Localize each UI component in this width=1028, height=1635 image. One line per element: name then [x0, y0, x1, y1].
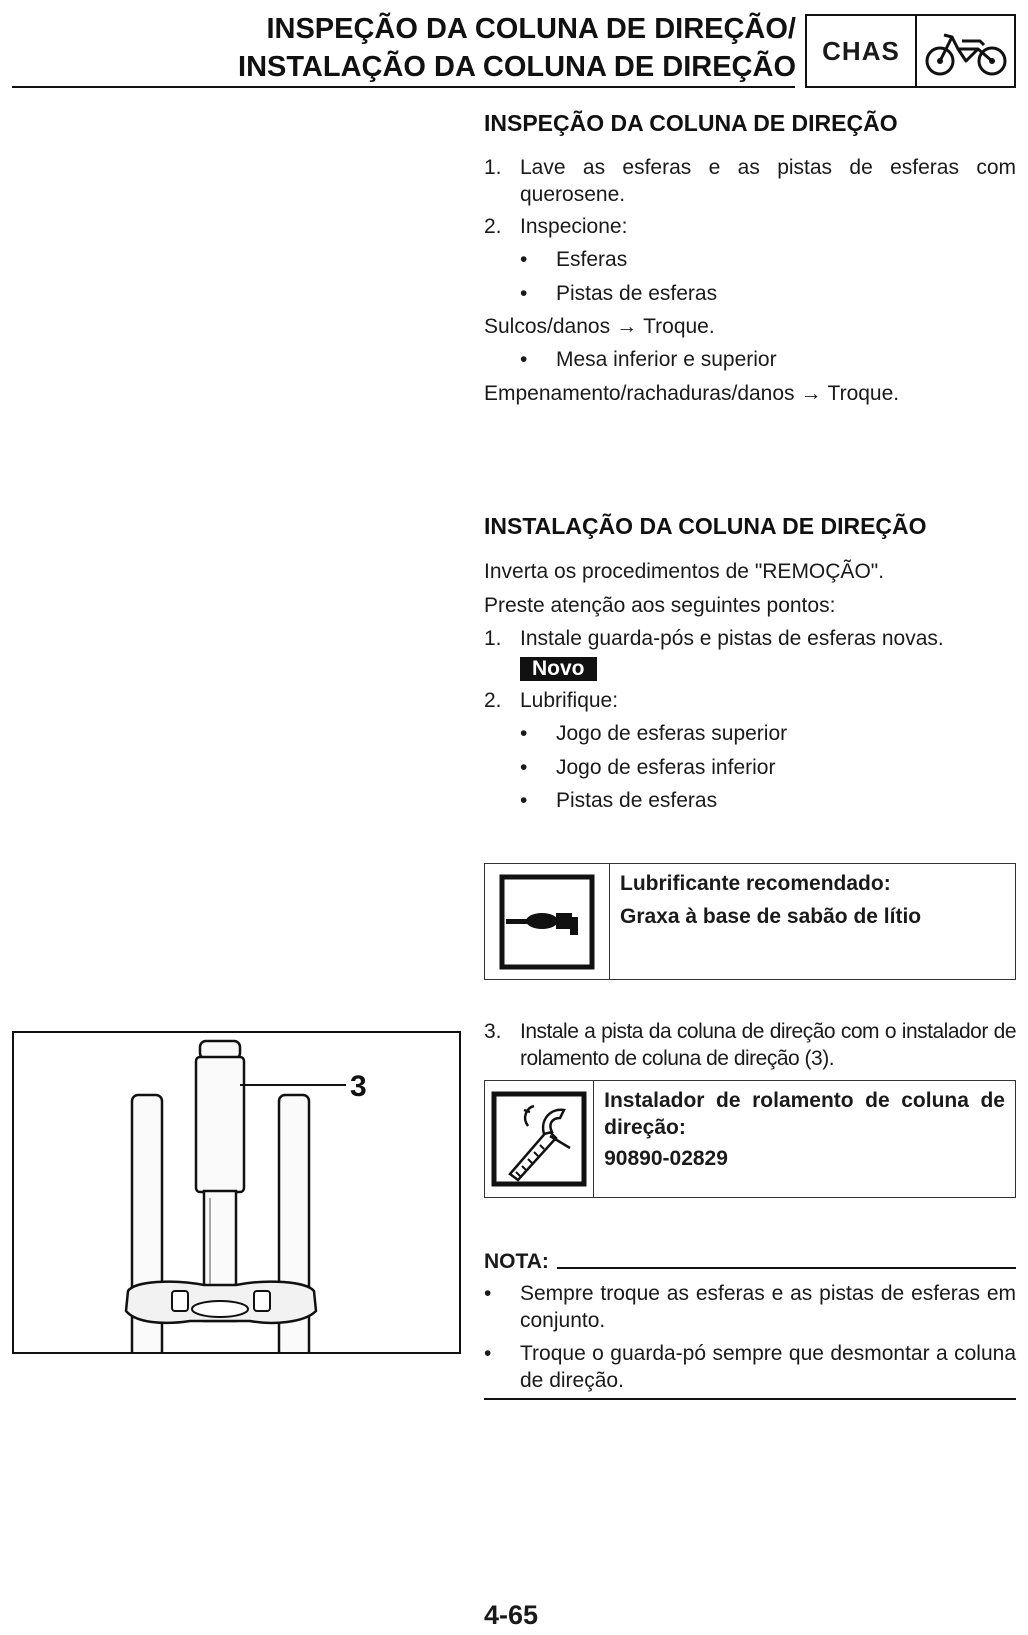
note-label: NOTA: [484, 1250, 549, 1273]
note-text: Sempre troque as esferas e as pistas de esferas em conjunto. [520, 1282, 1016, 1332]
inspection-section: INSPEÇÃO DA COLUNA DE DIREÇÃO 1. Lave as esferas e as pistas de esferas com querosene. 2. Inspecione: • Esferas • Pistas de esferas Sulcos/danos → Troque. • Mesa inferior e superior Empenamento/rachaduras/danos → Troque. [484, 110, 1016, 405]
step-number: 1. [484, 627, 502, 650]
tool-number: 90890-02829 [604, 1147, 728, 1170]
bullet-text: Jogo de esferas superior [556, 722, 788, 745]
section-tab [805, 14, 1016, 88]
note-section: NOTA: • Sempre troque as esferas e as pistas de esferas em conjunto. • Troque o guarda-pó sempre que desmontar a coluna de direção. [484, 1250, 1016, 1410]
arrow-icon: → [616, 315, 638, 338]
step-text: Lubrifique: [520, 689, 619, 712]
section-label: CHAS [807, 16, 917, 86]
step-text: Instale a pista da coluna de direção com o instalador de rolamento de coluna de direção (3). [520, 1020, 1016, 1070]
steering-stem-figure [12, 1031, 461, 1354]
step-text: Inspecione: [520, 215, 628, 238]
special-tool-icon [490, 1090, 588, 1188]
special-tool-box [484, 1080, 1016, 1198]
page-number: 4-65 [484, 1600, 539, 1630]
installation-section: INSTALAÇÃO DA COLUNA DE DIREÇÃO Inverta os procedimentos de "REMOÇÃO". Preste atenção aos seguintes pontos: 1. Instale guarda-pós e pistas de esferas novas. Novo 2. Lubrifique: • Jogo de esferas superior • Jogo de esferas inferior • Pistas de esferas [484, 513, 1016, 823]
bullet-text: Pistas de esferas [556, 789, 718, 812]
note-rule [557, 1267, 1016, 1269]
result-line: Empenamento/rachaduras/danos → Troque. [484, 382, 900, 405]
step-text: Instale guarda-pós e pistas de esferas novas. [520, 627, 944, 650]
new-part-badge: Novo [520, 657, 597, 681]
title-line-2: INSTALAÇÃO DA COLUNA DE DIREÇÃO [238, 51, 796, 83]
lubricant-spec-box [484, 863, 1016, 980]
intro-line: Inverta os procedimentos de "REMOÇÃO". [484, 560, 885, 583]
result-line: Sulcos/danos → Troque. [484, 315, 715, 338]
bullet-text: Pistas de esferas [556, 282, 718, 305]
bullet-text: Jogo de esferas inferior [556, 756, 776, 779]
intro-line: Preste atenção aos seguintes pontos: [484, 594, 836, 617]
header-rule [12, 86, 795, 88]
bullet-text: Esferas [556, 248, 628, 271]
grease-gun-icon [498, 873, 596, 971]
tool-title: Instalador de rolamento de coluna de direção: [604, 1089, 1005, 1139]
arrow-icon: → [800, 382, 822, 405]
note-text: Troque o guarda-pó sempre que desmontar a coluna de direção. [520, 1342, 1016, 1392]
step-number: 1. [484, 156, 502, 179]
step-text: Lave as esferas e as pistas de esferas com querosene. [520, 156, 1016, 206]
step-number: 3. [484, 1020, 502, 1043]
figure-callout: 3 [350, 1070, 367, 1103]
step-number: 2. [484, 215, 502, 238]
note-end-rule [484, 1398, 1016, 1400]
installation-heading: INSTALAÇÃO DA COLUNA DE DIREÇÃO [484, 513, 927, 539]
installation-step-3 [484, 1018, 1016, 1078]
lubricant-value: Graxa à base de sabão de lítio [620, 905, 922, 928]
motorcycle-icon [917, 16, 1014, 86]
bullet-text: Mesa inferior e superior [556, 348, 777, 371]
step-number: 2. [484, 689, 502, 712]
inspection-heading: INSPEÇÃO DA COLUNA DE DIREÇÃO [484, 110, 898, 136]
page-title [238, 10, 796, 86]
lubricant-title: Lubrificante recomendado: [620, 872, 891, 895]
title-line-1: INSPEÇÃO DA COLUNA DE DIREÇÃO/ [266, 13, 796, 45]
